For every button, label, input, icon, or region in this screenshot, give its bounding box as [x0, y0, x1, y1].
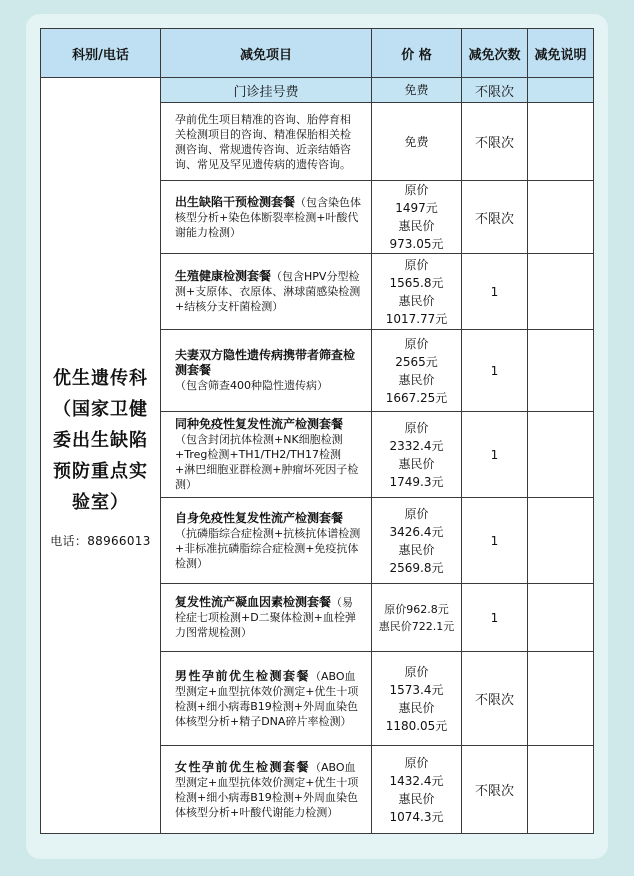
item-cell: 夫妻双方隐性遗传病携带者筛查检测套餐（包含筛查400种隐性遗传病）: [161, 330, 372, 412]
price-cell: 免费: [372, 103, 462, 181]
count-cell: 1: [462, 498, 528, 584]
note-cell: [528, 78, 594, 103]
price-cell: 原价 1432.4元 惠民价 1074.3元: [372, 746, 462, 834]
price-cell: 原价 1573.4元 惠民价 1180.05元: [372, 652, 462, 746]
table-header-row: [41, 29, 594, 78]
note-cell: [528, 746, 594, 834]
note-cell: [528, 103, 594, 181]
item-cell: 出生缺陷干预检测套餐（包含染色体核型分析+染色体断裂率检测+叶酸代谢能力检测）: [161, 181, 372, 254]
header-count: 减免次数: [462, 29, 528, 78]
price-cell: 原价 1497元 惠民价 973.05元: [372, 181, 462, 254]
department-name: 优生遗传科 （国家卫健 委出生缺陷 预防重点实 验室）: [53, 367, 148, 513]
department-phone: 电话：88966013: [50, 533, 151, 548]
price-cell: 原价 2565元 惠民价 1667.25元: [372, 330, 462, 412]
count-cell: 1: [462, 412, 528, 498]
department-cell: [41, 78, 161, 834]
count-cell: 不限次: [462, 78, 528, 103]
header-item: 减免项目: [161, 29, 372, 78]
count-cell: 不限次: [462, 103, 528, 181]
price-cell: 免费: [372, 78, 462, 103]
note-cell: [528, 330, 594, 412]
fee-reduction-table: [40, 28, 594, 834]
item-cell: 自身免疫性复发性流产检测套餐（抗磷脂综合症检测+抗核抗体谱检测+非标准抗磷脂综合症检测+免疫抗体检测）: [161, 498, 372, 584]
item-cell: 生殖健康检测套餐（包含HPV分型检测+支原体、衣原体、淋球菌感染检测+结核分支杆菌检测）: [161, 254, 372, 330]
note-cell: [528, 181, 594, 254]
note-cell: [528, 412, 594, 498]
table-row: [41, 78, 594, 103]
price-cell: 原价 1565.8元 惠民价 1017.77元: [372, 254, 462, 330]
item-cell: 复发性流产凝血因素检测套餐（易栓症七项检测+D二聚体检测+血栓弹力图常规检测）: [161, 584, 372, 652]
count-cell: 1: [462, 254, 528, 330]
item-cell: 同种免疫性复发性流产检测套餐（包含封闭抗体检测+NK细胞检测+Treg检测+TH1/TH2/TH17检测+淋巴细胞亚群检测+肿瘤坏死因子检测）: [161, 412, 372, 498]
note-cell: [528, 584, 594, 652]
note-cell: [528, 652, 594, 746]
item-cell: 孕前优生项目精准的咨询、胎停育相关检测项目的咨询、精准保胎相关检测咨询、常规遗传咨询、近亲结婚咨询、常见及罕见遗传病的遗传咨询。: [161, 103, 372, 181]
count-cell: 不限次: [462, 181, 528, 254]
item-cell: 门诊挂号费: [161, 78, 372, 103]
item-cell: 男性孕前优生检测套餐（ABO血型测定+血型抗体效价测定+优生十项检测+细小病毒B19检测+外周血染色体核型分析+精子DNA碎片率检测）: [161, 652, 372, 746]
item-cell: 女性孕前优生检测套餐（ABO血型测定+血型抗体效价测定+优生十项检测+细小病毒B19检测+外周血染色体核型分析+叶酸代谢能力检测）: [161, 746, 372, 834]
header-dept: 科别/电话: [41, 29, 161, 78]
count-cell: 不限次: [462, 746, 528, 834]
price-cell: 原价962.8元 惠民价722.1元: [372, 584, 462, 652]
count-cell: 不限次: [462, 652, 528, 746]
header-price: 价 格: [372, 29, 462, 78]
header-note: 减免说明: [528, 29, 594, 78]
note-cell: [528, 498, 594, 584]
price-cell: 原价 2332.4元 惠民价 1749.3元: [372, 412, 462, 498]
count-cell: 1: [462, 584, 528, 652]
note-cell: [528, 254, 594, 330]
count-cell: 1: [462, 330, 528, 412]
price-cell: 原价 3426.4元 惠民价 2569.8元: [372, 498, 462, 584]
